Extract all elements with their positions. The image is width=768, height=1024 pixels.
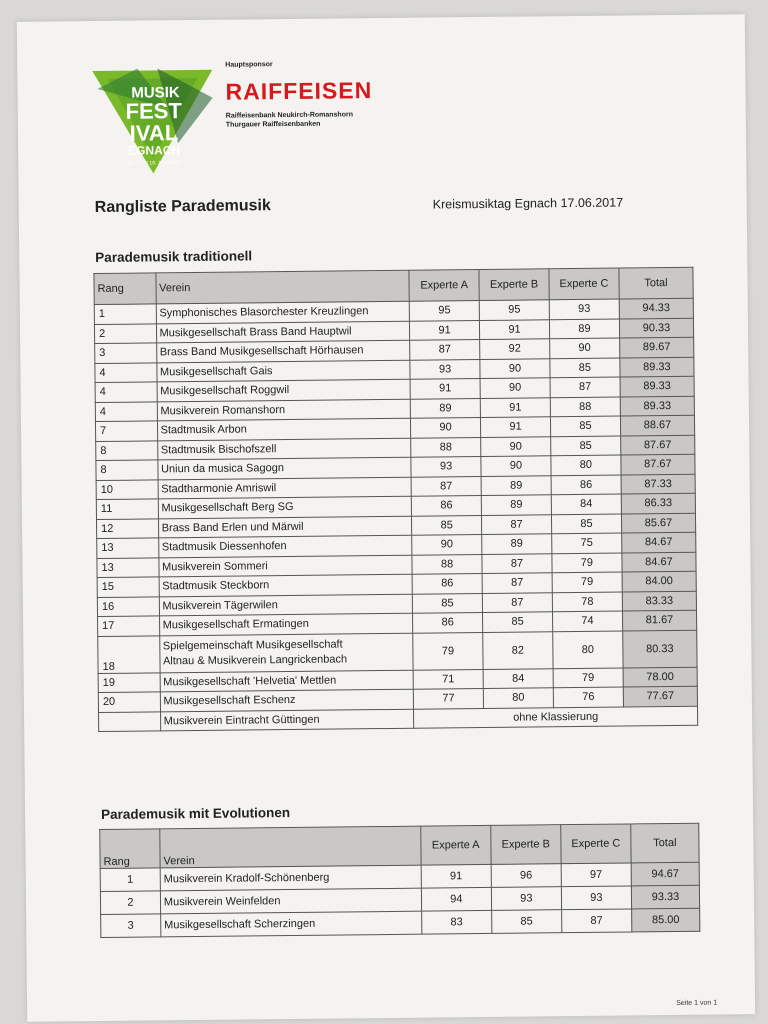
cell-verein: Musikgesellschaft Brass Band Hauptwil	[156, 321, 410, 343]
cell-experte-b: 84	[483, 668, 553, 688]
cell-experte-a: 93	[410, 359, 480, 379]
cell-experte-c: 93	[549, 299, 619, 319]
cell-experte-a: 89	[410, 398, 480, 418]
cell-rang	[99, 711, 161, 731]
cell-experte-b: 85	[483, 612, 553, 632]
cell-rang: 15	[97, 577, 159, 597]
cell-experte-a: 83	[421, 910, 491, 934]
cell-experte-a: 77	[413, 688, 483, 708]
cell-experte-b: 96	[491, 864, 561, 888]
cell-experte-b: 82	[483, 631, 553, 669]
cell-rang: 4	[95, 362, 157, 382]
cell-verein-line-1: Spielgemeinschaft Musikgesellschaft	[162, 637, 343, 652]
cell-total: 86.33	[621, 493, 695, 513]
cell-experte-c: 79	[552, 553, 622, 573]
cell-rang: 13	[97, 557, 159, 577]
sponsor-block	[225, 60, 372, 130]
table-row	[98, 630, 697, 673]
cell-rang: 4	[95, 401, 157, 421]
results-table-evolutionen	[99, 823, 700, 938]
cell-verein: Uniun da musica Sagogn	[157, 457, 411, 479]
cell-rang: 8	[96, 440, 158, 460]
cell-verein: Symphonisches Blasorchester Kreuzlingen	[156, 301, 410, 323]
cell-experte-a: 88	[411, 437, 481, 457]
cell-experte-c: 80	[553, 631, 623, 669]
table-row	[101, 908, 700, 937]
cell-experte-b: 89	[481, 495, 551, 515]
cell-experte-c: 75	[552, 533, 622, 553]
cell-verein	[159, 633, 413, 673]
cell-experte-c: 88	[550, 397, 620, 417]
cell-experte-c: 86	[551, 475, 621, 495]
cell-rang: 2	[94, 323, 156, 343]
cell-total: 89.67	[619, 337, 693, 357]
cell-experte-b: 87	[482, 573, 552, 593]
header-total: Total	[619, 267, 693, 299]
cell-experte-a: 87	[410, 340, 480, 360]
cell-ohne-klassierung: ohne Klassierung	[414, 706, 698, 728]
cell-total: 89.33	[620, 396, 694, 416]
cell-rang: 1	[94, 304, 156, 324]
cell-experte-b: 92	[480, 339, 550, 359]
cell-verein: Musikverein Weinfelden	[160, 888, 421, 914]
cell-rang: 11	[96, 499, 158, 519]
cell-experte-a: 91	[410, 379, 480, 399]
cell-experte-c: 85	[551, 436, 621, 456]
cell-verein: Stadtharmonie Amriswil	[158, 477, 412, 499]
cell-rang: 4	[95, 382, 157, 402]
musikfestival-logo	[87, 48, 218, 179]
sponsor-line-2: Thurgauer Raiffeisenbanken	[225, 120, 321, 129]
header-rang: Rang	[100, 829, 160, 869]
cell-rang: 12	[96, 518, 158, 538]
cell-total: 87.67	[621, 454, 695, 474]
event-label: Kreismusiktag Egnach 17.06.2017	[432, 195, 624, 212]
musikfestival-logo-graphic	[87, 48, 218, 179]
cell-verein: Musikverein Sommeri	[158, 555, 412, 577]
cell-experte-c: 89	[549, 319, 619, 339]
cell-experte-c: 76	[553, 687, 623, 707]
cell-verein: Stadtmusik Diessenhofen	[158, 535, 412, 557]
header-verein: Verein	[160, 826, 421, 868]
cell-verein: Musikgesellschaft 'Helvetia' Mettlen	[160, 670, 414, 692]
cell-total: 85.67	[621, 513, 695, 533]
header-experte-a: Experte A	[421, 825, 491, 865]
section-title-traditionell: Parademusik traditionell	[95, 248, 253, 266]
cell-experte-a: 86	[412, 573, 482, 593]
cell-experte-b: 93	[491, 887, 561, 911]
header-verein: Verein	[155, 270, 409, 304]
cell-rang: 17	[98, 616, 160, 636]
cell-verein: Brass Band Erlen und Märwil	[158, 516, 412, 538]
cell-verein: Musikgesellschaft Scherzingen	[161, 911, 422, 937]
section-title-evolutionen: Parademusik mit Evolutionen	[101, 805, 291, 822]
cell-experte-c: 90	[550, 338, 620, 358]
cell-rang: 16	[97, 596, 159, 616]
table-header-row	[100, 823, 699, 868]
header-total: Total	[631, 823, 699, 863]
cell-experte-a: 88	[412, 554, 482, 574]
header-experte-a: Experte A	[409, 270, 479, 302]
cell-total: 84.00	[622, 571, 696, 591]
cell-verein: Musikgesellschaft Gais	[156, 360, 410, 382]
cell-experte-a: 86	[413, 612, 483, 632]
cell-verein: Stadtmusik Steckborn	[159, 574, 413, 596]
cell-verein: Musikgesellschaft Eschenz	[160, 689, 414, 711]
cell-verein-line-2: Altnau & Musikverein Langrickenbach	[162, 652, 348, 667]
cell-total: 81.67	[622, 610, 696, 630]
header-experte-b: Experte B	[479, 269, 549, 301]
cell-rang: 20	[98, 692, 160, 712]
cell-experte-c: 85	[550, 416, 620, 436]
logo-text-egnach: EGNACH	[128, 143, 181, 158]
page-number-footer: Seite 1 von 1	[676, 999, 718, 1007]
cell-experte-b: 90	[481, 436, 551, 456]
logo-text-dates: 16. / 17. / 18. JUNI 2017	[127, 160, 182, 167]
cell-rang: 1	[100, 868, 160, 892]
cell-experte-c: 85	[551, 514, 621, 534]
cell-experte-c: 93	[561, 886, 631, 910]
cell-total: 94.33	[619, 298, 693, 318]
sponsor-label: Hauptsponsor	[225, 61, 273, 69]
header-experte-b: Experte B	[491, 825, 561, 865]
cell-verein: Musikgesellschaft Ermatingen	[159, 613, 413, 635]
cell-verein: Stadtmusik Arbon	[157, 418, 411, 440]
cell-rang: 2	[100, 891, 160, 915]
cell-total: 85.00	[632, 908, 700, 932]
cell-experte-c: 87	[562, 909, 632, 933]
cell-experte-c: 85	[550, 358, 620, 378]
cell-total: 84.67	[622, 552, 696, 572]
cell-experte-b: 91	[480, 417, 550, 437]
cell-experte-b: 91	[480, 397, 550, 417]
cell-experte-c: 79	[553, 668, 623, 688]
cell-rang: 7	[95, 421, 157, 441]
sponsor-name: RAIFFEISEN	[225, 77, 373, 105]
cell-experte-a: 90	[412, 534, 482, 554]
cell-verein: Brass Band Musikgesellschaft Hörhausen	[156, 340, 410, 362]
cell-total: 87.33	[621, 474, 695, 494]
cell-rang: 13	[97, 538, 159, 558]
cell-experte-b: 89	[481, 475, 551, 495]
cell-rang: 10	[96, 479, 158, 499]
cell-total: 93.33	[631, 885, 699, 909]
header-experte-c: Experte C	[549, 268, 619, 300]
cell-total: 87.67	[621, 435, 695, 455]
cell-experte-a: 87	[411, 476, 481, 496]
cell-experte-a: 86	[411, 496, 481, 516]
cell-total: 94.67	[631, 862, 699, 886]
cell-verein: Musikgesellschaft Roggwil	[157, 379, 411, 401]
cell-verein: Musikverein Eintracht Güttingen	[160, 709, 414, 731]
cell-total: 80.33	[623, 630, 698, 668]
cell-verein: Stadtmusik Bischofszell	[157, 438, 411, 460]
cell-verein: Musikgesellschaft Berg SG	[158, 496, 412, 518]
cell-rang: 3	[95, 343, 157, 363]
cell-experte-c: 80	[551, 455, 621, 475]
cell-experte-b: 90	[480, 378, 550, 398]
cell-experte-a: 79	[413, 632, 483, 670]
cell-rang: 8	[96, 460, 158, 480]
cell-total: 78.00	[623, 667, 697, 687]
cell-experte-c: 84	[551, 494, 621, 514]
cell-experte-a: 91	[421, 864, 491, 888]
cell-verein: Musikverein Tägerwilen	[159, 594, 413, 616]
cell-experte-a: 93	[411, 457, 481, 477]
cell-experte-b: 95	[479, 300, 549, 320]
cell-verein: Musikverein Romanshorn	[157, 399, 411, 421]
cell-experte-b: 89	[482, 534, 552, 554]
cell-total: 84.67	[622, 532, 696, 552]
cell-experte-a: 90	[411, 418, 481, 438]
cell-experte-b: 87	[482, 514, 552, 534]
cell-experte-b: 90	[481, 456, 551, 476]
cell-experte-a: 91	[410, 320, 480, 340]
cell-experte-b: 85	[491, 910, 561, 934]
cell-experte-b: 90	[480, 358, 550, 378]
cell-total: 89.33	[620, 376, 694, 396]
cell-experte-b: 87	[482, 592, 552, 612]
cell-experte-a: 85	[412, 593, 482, 613]
cell-rang: 18	[98, 635, 160, 673]
cell-experte-c: 74	[552, 611, 622, 631]
cell-experte-c: 78	[552, 592, 622, 612]
cell-total: 83.33	[622, 591, 696, 611]
cell-experte-b: 91	[479, 319, 549, 339]
cell-experte-c: 97	[561, 863, 631, 887]
cell-experte-a: 95	[409, 301, 479, 321]
page-title: Rangliste Parademusik	[94, 197, 271, 217]
cell-experte-a: 94	[421, 887, 491, 911]
cell-total: 88.67	[620, 415, 694, 435]
cell-rang: 19	[98, 672, 160, 692]
results-table-traditionell	[93, 267, 698, 732]
cell-experte-a: 71	[413, 669, 483, 689]
cell-total: 77.67	[623, 686, 697, 706]
cell-rang: 3	[101, 914, 161, 938]
cell-experte-b: 87	[482, 553, 552, 573]
logo-text-ival: IVAL	[129, 120, 179, 146]
cell-experte-c: 87	[550, 377, 620, 397]
cell-experte-b: 80	[483, 688, 553, 708]
logo-text-musik: MUSIK	[131, 84, 180, 102]
logo-text-fest: FEST	[125, 98, 182, 124]
cell-total: 89.33	[620, 357, 694, 377]
cell-verein: Musikverein Kradolf-Schönenberg	[160, 865, 421, 891]
header-rang: Rang	[94, 273, 156, 305]
cell-total: 90.33	[619, 318, 693, 338]
cell-experte-a: 85	[412, 515, 482, 535]
cell-experte-c: 79	[552, 572, 622, 592]
header-experte-c: Experte C	[561, 824, 631, 864]
sponsor-line-1: Raiffeisenbank Neukirch-Romanshorn	[225, 111, 354, 120]
paper-sheet	[17, 14, 755, 1022]
